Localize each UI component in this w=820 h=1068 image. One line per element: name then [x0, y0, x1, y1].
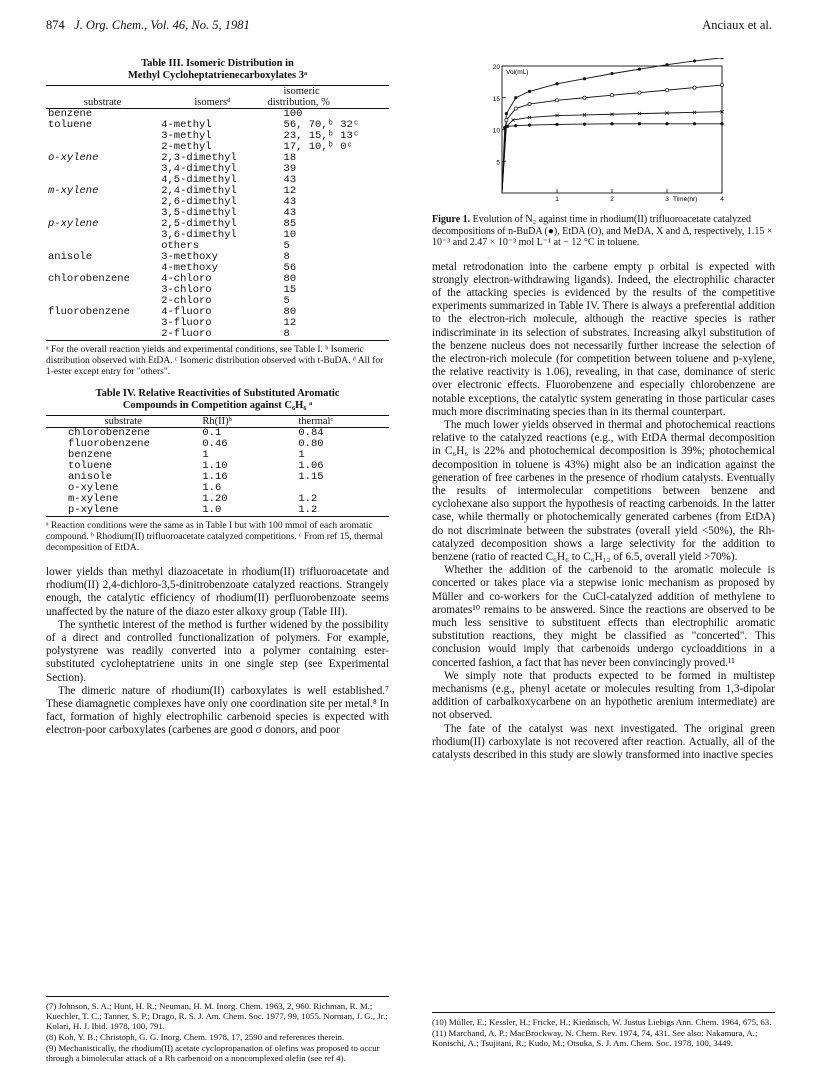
body-paragraph: We simply note that products expected to be formed in multistep mechanisms (e.g., phenyl acetate or molecules resulting from 1,3-dipolar addition of carbalkoxycarbene on an hypothetic arenium intermediate) are not observed. — [432, 669, 775, 722]
y-tick-label: 15 — [492, 95, 500, 103]
table-cell-distribution: 18 — [283, 152, 297, 164]
table-cell-thermal: 1.2 — [298, 493, 318, 505]
table-cell-substrate: fluorobenzene — [48, 306, 130, 318]
table-cell-distribution: 10 — [283, 229, 297, 241]
data-point — [555, 82, 558, 85]
table-row — [46, 505, 389, 517]
data-point — [665, 63, 668, 66]
table-cell-distribution: 39 — [283, 163, 297, 175]
table-iv-header-rh: Rh(II)ᵇ — [200, 416, 296, 428]
table-cell-distribution: 43 — [283, 207, 297, 219]
data-point — [505, 112, 508, 115]
table-cell-distribution: 56 — [283, 262, 297, 274]
table-iv — [46, 388, 389, 554]
table-cell-distribution: 15 — [283, 284, 297, 296]
table-cell-isomer: others — [161, 240, 199, 252]
left-references — [46, 996, 389, 1064]
table-cell-distribution: 80 — [283, 306, 297, 318]
table-cell-isomer: 3,4-dimethyl — [161, 163, 237, 175]
right-references — [432, 1012, 775, 1049]
table-cell-distribution: 8 — [266, 329, 389, 341]
table-cell-isomer: 2-methyl — [161, 141, 212, 153]
table-iv-header-thermal: thermalᶜ — [296, 416, 389, 428]
figure-1-label: Figure 1. — [432, 214, 471, 225]
table-cell-distribution: 80 — [283, 273, 297, 285]
x-axis-label: Time(hr) — [673, 196, 698, 203]
table-iv-header-substrate: substrate — [46, 416, 200, 428]
data-point — [638, 91, 641, 94]
table-cell-distribution: 17, 10,ᵇ 0ᶜ — [283, 141, 353, 153]
table-cell-substrate: p-xylene — [46, 505, 200, 517]
table-cell-rh: 1.20 — [202, 493, 228, 505]
data-point — [665, 89, 668, 92]
table-cell-substrate: chlorobenzene — [68, 427, 150, 439]
table-iii-header-dist1: isomeric — [266, 86, 389, 98]
table-cell-distribution: 5 — [283, 240, 290, 252]
figure-1-caption-text: Evolution of N₂ against time in rhodium(II) trifluoroacetate catalyzed decompositions of n-BuDA (●), EtDA (O), and MeDA, X and Δ, respectively, 1.15 × 10⁻³ and 2.47 × 10⁻³ mol L⁻¹ at − 12 °C in toluene. — [432, 214, 773, 248]
table-row — [46, 307, 389, 318]
table-cell-thermal: 0.84 — [298, 427, 324, 439]
data-point — [503, 126, 506, 129]
table-cell-substrate — [46, 230, 159, 241]
plot-frame — [502, 66, 722, 193]
data-point — [528, 123, 531, 126]
data-point — [583, 77, 586, 80]
table-iii-footnote: ᵃ For the overall reaction yields and experimental conditions, see Table I. ᵇ Isomeric distribution observed with EtDA. ᶜ Isomeric distribution observed with t-BuDA. ᵈ All for 1-ester except entry for "others". — [46, 345, 384, 377]
reference-11: (11) Marchand, A. P.; MacBrockway, N. Chem. Rev. 1974, 74, 431. See also: Nakamura, A.; Konischi, A.; Tsujitani, R.; Kudo, M.; Otsuka, S. J. Am. Chem. Soc. 1978, 100, 3449. — [432, 1028, 758, 1048]
right-body-text — [432, 261, 775, 763]
y-tick-label: 20 — [492, 64, 500, 71]
table-iii-header-dist2: distribution, % — [266, 97, 389, 109]
running-authors: Anciaux et al. — [702, 18, 772, 32]
table-iii-title-line2: Methyl Cycloheptatrienecarboxylates 3ᵃ — [127, 70, 308, 81]
data-point — [693, 59, 696, 62]
data-point — [720, 83, 723, 86]
table-iii-header-isomers: isomersᵈ — [159, 97, 265, 109]
table-cell-isomer: 4-methoxy — [161, 262, 218, 274]
table-cell-thermal: 1.15 — [298, 471, 324, 483]
reference-7: (7) Johnson, S. A.; Hunt, H. R.; Neuman, H. M. Inorg. Chem. 1963, 2, 960. Richman, R. M.; Kuechler, T. C.; Tanner, S. P.; Drago, R. S. J. Am. Chem. Soc. 1977, 99, 1055. Norman, J. G., Jr.; Kolari, H. J. Ibid. 1978, 100, 791. — [46, 1001, 388, 1031]
body-paragraph: The much lower yields observed in thermal and photochemical reactions relative to the catalyzed reactions (e.g., with EtDA thermal decomposition in C₆H₆ is 22% and photochemical decomposition is 39%; photochemical decomposition in toluene is 43%) might also be an indication against the generation of free carbenes in the presence of rhodium catalysts. Eventually the results of intermolecular competitions between benzene and cyclohexane also support the hypothesis of reacting carbenoids. In the latter case, while thermally or photochemically generated carbenes (from EtDA) do not discriminate between the substrates (overall yield <50%), the Rh-catalyzed decomposition shows a large selectivity for the addition to benzene (ratio of reacted C₆H₆ to C₆H₁₂ of 6.5, overall yield >70%). — [432, 418, 775, 563]
table-cell-substrate: m-xylene — [48, 185, 99, 197]
data-point — [528, 103, 531, 106]
reference-8: (8) Koh, Y. B.; Christoph, G. G. Inorg. Chem. 1978, 17, 2590 and references therein. — [46, 1032, 345, 1042]
table-row — [46, 230, 389, 241]
table-cell-substrate: fluorobenzene — [68, 438, 150, 450]
body-paragraph: Whether the addition of the carbenoid to the aromatic molecule is concerted or takes place via a stepwise ionic mechanism as proposed by Müller and co-workers for the CuCl-catalyzed addition of methylene to aromates¹⁰ remains to be answered. Since the reactions are observed to be much less sensitive to substituent effects than electrophilic aromatic substitution reactions, they might be classified as "concerted". This conclusion would imply that carbenoids undergo cycloadditions in a concerted fashion, a fact that has never been convincingly proved.¹¹ — [432, 564, 775, 669]
x-tick-label: 2 — [610, 196, 614, 203]
table-row — [46, 274, 389, 285]
data-point — [693, 86, 696, 89]
table-cell-thermal: 1 — [298, 449, 305, 461]
table-cell-rh: 0.46 — [202, 438, 228, 450]
data-point — [610, 72, 613, 75]
table-cell-substrate: o-xylene — [48, 152, 99, 164]
figure-1-caption — [432, 214, 775, 249]
table-cell-isomer: 2-chloro — [161, 295, 212, 307]
data-point — [693, 122, 696, 125]
table-cell-isomer: 3-methyl — [161, 130, 212, 142]
table-cell-substrate: benzene — [48, 108, 93, 120]
series-line — [502, 124, 722, 193]
table-cell-substrate: o-xylene — [68, 482, 119, 494]
body-paragraph: The dimeric nature of rhodium(II) carboxylates is well established.⁷ These diamagnetic complexes have only one coordination site per metal.⁸ In fact, formation of highly electrophilic carbenoid species is expected with electron-poor carboxylates (carbenes are good σ donors, and poor — [46, 684, 389, 737]
data-point — [528, 90, 531, 93]
table-cell-substrate: p-xylene — [48, 218, 99, 230]
body-paragraph: metal retrodonation into the carbene empty p orbital is expected with strongly electron-withdrawing ligands). Indeed, the electrophilic character of the attacking species is evidenced by the results of the competitive experiments summarized in Table IV. There is always a preferential addition to the electron-rich molecule, although the reactive species is rather indiscriminate in its selection of substrates. Increasing alkyl substitution of the benzene nucleus does not necessarily further increase the selection of the electron-rich molecule (for competition between toluene and p-xylene, the relative reactivity is 1.06), revealing, in that case, dominance of steric over electronic effects. Fluorobenzene and especially chlorobenzene are notable exceptions, the catalytic system generating in those particular cases much more discriminating species than in its thermal counterpart. — [432, 260, 775, 418]
table-cell-substrate — [46, 131, 159, 142]
figure-1 — [432, 58, 775, 249]
y-tick-label: 10 — [492, 127, 500, 135]
table-cell-substrate — [46, 164, 159, 175]
table-cell-rh: 0.1 — [202, 427, 222, 439]
body-paragraph: The synthetic interest of the method is further widened by the possibility of a direct and controlled functionalization of polymers. For example, polystyrene was readily converted into a polymer containing ester-substituted cycloheptatriene units in one single step (see Experimental Section). — [46, 618, 389, 684]
data-point — [555, 123, 558, 126]
data-point — [720, 122, 723, 125]
reference-9: (9) Mechanistically, the rhodium(II) acetate cyclopropanation of olefins was proposed to occur through a bimolecular attack of a Rh carbenoid on a noncomplexed olefin (see ref 4). — [46, 1043, 380, 1063]
table-cell-isomer: 4-fluoro — [161, 306, 212, 318]
table-cell-distribution: 43 — [283, 196, 297, 208]
table-cell-isomer: 3-chloro — [161, 284, 212, 296]
data-point — [555, 99, 558, 102]
table-cell-distribution: 12 — [283, 185, 297, 197]
table-cell-isomer: 2,5-dimethyl — [161, 218, 237, 230]
left-column — [46, 58, 389, 738]
table-cell-isomer: 3-fluoro — [161, 317, 212, 329]
table-cell-distribution: 100 — [283, 108, 303, 120]
data-point — [514, 124, 517, 127]
table-cell-thermal: 1.2 — [296, 505, 389, 517]
y-tick-label: 5 — [496, 159, 500, 167]
table-cell-isomer: 3-methoxy — [161, 251, 218, 263]
table-iii-title-line1: Table III. Isomeric Distribution in — [141, 58, 294, 69]
series-line — [502, 85, 722, 193]
table-cell-substrate — [46, 285, 159, 296]
table-cell-isomer: 4-methyl — [161, 119, 212, 131]
table-cell-isomer: 2,3-dimethyl — [161, 152, 237, 164]
table-cell-substrate: anisole — [68, 471, 113, 483]
table-cell-isomer: 3,6-dimethyl — [161, 229, 237, 241]
data-point — [583, 123, 586, 126]
x-tick-label: 1 — [555, 196, 559, 203]
table-cell-rh: 1.10 — [202, 460, 228, 472]
table-cell-isomer: 2,6-dimethyl — [161, 196, 237, 208]
reference-10: (10) Müller, E.; Kessler, H.; Fricke, H.; Kiedaisch, W. Justus Liebigs Ann. Chem. 1964, 675, 63. — [432, 1017, 772, 1027]
table-cell-substrate — [46, 329, 159, 341]
table-cell-rh: 1.16 — [202, 471, 228, 483]
table-cell-substrate: anisole — [48, 251, 93, 263]
data-point — [720, 58, 723, 59]
table-cell-distribution: 5 — [283, 295, 290, 307]
page-number: 874 — [46, 18, 65, 32]
data-point — [638, 122, 641, 125]
n2-evolution-chart — [432, 58, 775, 203]
table-cell-isomer: 4-chloro — [161, 273, 212, 285]
body-paragraph: The fate of the catalyst was next investigated. The original green rhodium(II) carboxylate is not recovered after reaction. Actually, all of the catalysts described in this study are slowly transformed into inactive species — [432, 722, 775, 762]
table-cell-distribution: 43 — [283, 174, 297, 186]
table-cell-substrate: toluene — [68, 460, 113, 472]
table-iv-footnote: ᵃ Reaction conditions were the same as in Table I but with 100 mmol of each aromatic compound. ᵇ Rhodium(II) trifluoroacetate catalyzed competitions. ᶜ From ref 15, thermal decomposition of EtDA. — [46, 521, 383, 553]
table-cell-isomer: 4,5-dimethyl — [161, 174, 237, 186]
data-point — [583, 96, 586, 99]
x-tick-label: 4 — [720, 196, 724, 203]
table-cell-rh: 1.6 — [202, 482, 222, 494]
table-iii-header-substrate: substrate — [46, 97, 159, 109]
table-iv-title-line1: Table IV. Relative Reactivities of Substituted Aromatic — [95, 388, 340, 399]
table-cell-substrate: chlorobenzene — [48, 273, 130, 285]
table-cell-rh: 1.0 — [200, 505, 296, 517]
table-cell-substrate: benzene — [68, 449, 113, 461]
right-column — [432, 58, 775, 762]
table-cell-isomer: 2-fluoro — [159, 329, 265, 341]
body-paragraph: lower yields than methyl diazoacetate in rhodium(II) trifluoroacetate and rhodium(II) 2,4-dichloro-3,5-dinitrobenzoate catalyzed reactions. Strangely enough, the catalytic efficiency of rhodium(II) perfluorobenzoate seems unaffected by the nature of the diazo ester alkoxy group (Table III). — [46, 566, 389, 618]
table-cell-distribution: 56, 70,ᵇ 32ᶜ — [283, 119, 360, 131]
table-cell-isomer: 3,5-dimethyl — [161, 207, 237, 219]
table-cell-substrate — [46, 197, 159, 208]
data-point — [610, 122, 613, 125]
table-iv-title-line2: Compounds in Competition against C₆H₆ ᵃ — [122, 400, 313, 411]
left-body-text — [46, 566, 389, 738]
table-cell-substrate — [46, 318, 159, 329]
table-row — [46, 285, 389, 296]
data-point — [514, 96, 517, 99]
table-cell-distribution: 85 — [283, 218, 297, 230]
data-point — [665, 122, 668, 125]
table-cell-rh: 1 — [202, 449, 209, 461]
data-point — [638, 68, 641, 71]
table-cell-distribution: 12 — [283, 317, 297, 329]
table-cell-thermal: 1.06 — [298, 460, 324, 472]
data-point — [506, 125, 509, 128]
data-point — [505, 118, 508, 121]
y-axis-label: Vol(mL) — [506, 69, 529, 76]
journal-citation: J. Org. Chem., Vol. 46, No. 5, 1981 — [74, 18, 250, 32]
table-cell-substrate: m-xylene — [68, 493, 119, 505]
table-row — [46, 329, 389, 341]
x-tick-label: 3 — [665, 196, 669, 203]
table-cell-distribution: 23, 15,ᵇ 13ᶜ — [283, 130, 360, 142]
table-iii — [46, 58, 389, 378]
table-cell-isomer: 2,4-dimethyl — [161, 185, 237, 197]
data-point — [514, 107, 517, 110]
table-cell-distribution: 8 — [283, 251, 290, 263]
table-cell-substrate: toluene — [48, 119, 93, 131]
data-point — [610, 94, 613, 97]
running-header — [46, 18, 250, 33]
series-line — [502, 58, 722, 193]
table-cell-thermal: 0.80 — [298, 438, 324, 450]
table-row — [46, 318, 389, 329]
